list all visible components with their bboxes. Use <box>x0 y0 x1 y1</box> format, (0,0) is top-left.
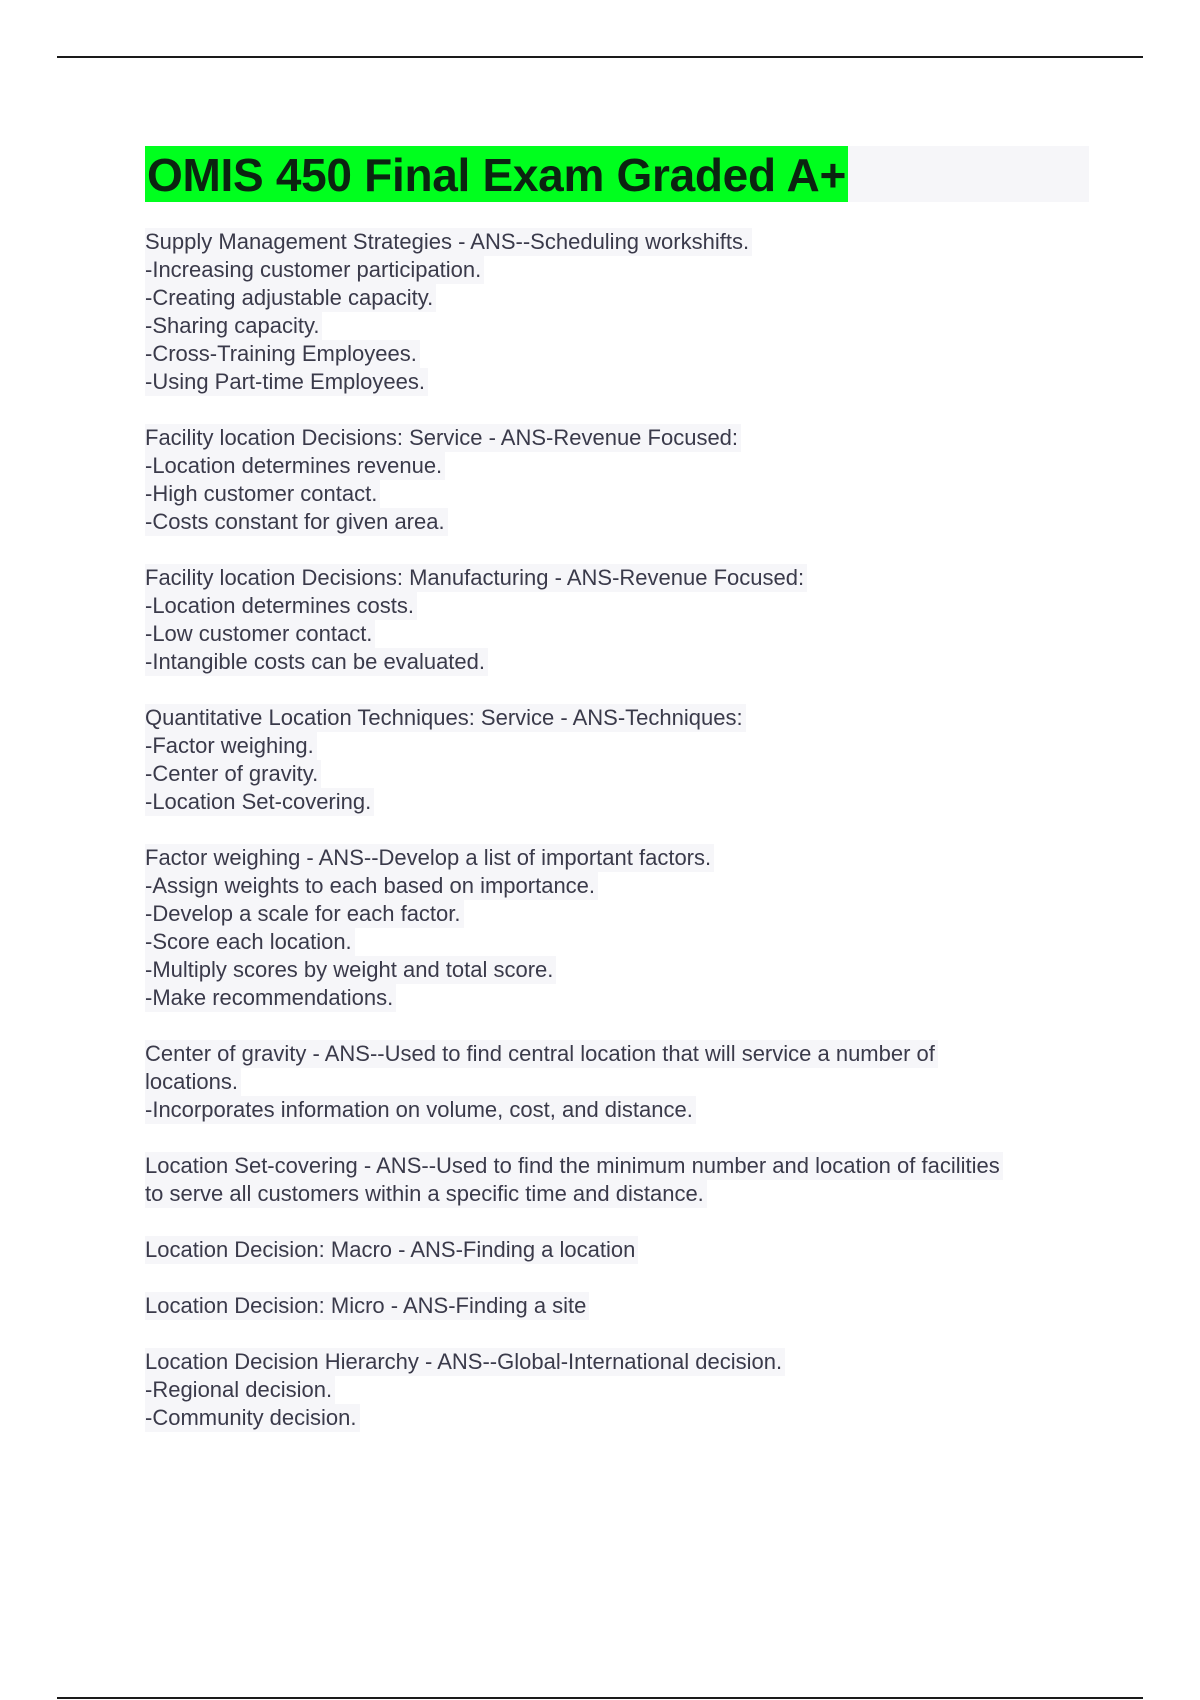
entry-line-row <box>145 872 1095 900</box>
entry-answer-line: -Factor weighing. <box>145 732 317 760</box>
entry-line-row <box>145 620 1095 648</box>
qa-entry <box>145 1152 1095 1208</box>
entry-line-row <box>145 704 1095 732</box>
entry-line-row <box>145 256 1095 284</box>
entry-line-row <box>145 1236 1095 1264</box>
entry-line-row <box>145 760 1095 788</box>
entry-line-row <box>145 1040 1095 1068</box>
qa-entry <box>145 704 1095 816</box>
entry-question-line: Location Decision Hierarchy - ANS--Global-International decision. <box>145 1348 785 1376</box>
entry-line-row <box>145 844 1095 872</box>
entry-answer-line: -Intangible costs can be evaluated. <box>145 648 488 676</box>
entry-answer-line: -Community decision. <box>145 1404 360 1432</box>
entry-line-row <box>145 508 1095 536</box>
entry-answer-line: -Sharing capacity. <box>145 312 322 340</box>
entry-answer-line: -Location Set-covering. <box>145 788 374 816</box>
entry-answer-line: -Cross-Training Employees. <box>145 340 420 368</box>
entry-answer-line: -Incorporates information on volume, cost, and distance. <box>145 1096 696 1124</box>
qa-entry <box>145 1236 1095 1264</box>
entry-answer-line: -Using Part-time Employees. <box>145 368 428 396</box>
entry-line-row <box>145 788 1095 816</box>
entry-answer-line: -Regional decision. <box>145 1376 335 1404</box>
entry-answer-line: -High customer contact. <box>145 480 380 508</box>
entry-line-row <box>145 312 1095 340</box>
entry-line-row <box>145 368 1095 396</box>
document-title: OMIS 450 Final Exam Graded A+ <box>145 146 848 202</box>
entry-answer-line: -Low customer contact. <box>145 620 375 648</box>
entry-line-row <box>145 1376 1095 1404</box>
entry-answer-line: -Score each location. <box>145 928 355 956</box>
qa-entry <box>145 228 1095 396</box>
entry-line-row <box>145 228 1095 256</box>
entry-line-row <box>145 424 1095 452</box>
qa-entry <box>145 1292 1095 1320</box>
entry-answer-line: -Creating adjustable capacity. <box>145 284 436 312</box>
entry-line-row <box>145 984 1095 1012</box>
entry-question-line: Quantitative Location Techniques: Service - ANS-Techniques: <box>145 704 746 732</box>
entry-question-line: Facility location Decisions: Manufacturing - ANS-Revenue Focused: <box>145 564 807 592</box>
entry-line-row <box>145 340 1095 368</box>
entry-answer-line: -Location determines costs. <box>145 592 417 620</box>
entry-line-row <box>145 648 1095 676</box>
bottom-rule <box>57 1697 1143 1699</box>
entry-question-line: Location Decision: Micro - ANS-Finding a site <box>145 1292 589 1320</box>
entry-question-line: Facility location Decisions: Service - ANS-Revenue Focused: <box>145 424 741 452</box>
entry-answer-line: -Center of gravity. <box>145 760 321 788</box>
entry-question-line: Supply Management Strategies - ANS--Scheduling workshifts. <box>145 228 752 256</box>
qa-entry <box>145 1040 1095 1124</box>
entry-line-row <box>145 1404 1095 1432</box>
entry-line-row <box>145 1152 1095 1180</box>
entry-answer-line: -Costs constant for given area. <box>145 508 448 536</box>
qa-entry <box>145 564 1095 676</box>
entry-answer-line: -Develop a scale for each factor. <box>145 900 464 928</box>
entry-line-row <box>145 900 1095 928</box>
entry-answer-line: locations. <box>145 1068 241 1096</box>
qa-entry <box>145 844 1095 1012</box>
entry-line-row <box>145 592 1095 620</box>
entry-question-line: Location Decision: Macro - ANS-Finding a location <box>145 1236 638 1264</box>
entry-answer-line: to serve all customers within a specific time and distance. <box>145 1180 707 1208</box>
entry-answer-line: -Increasing customer participation. <box>145 256 484 284</box>
entry-line-row <box>145 1068 1095 1096</box>
document-body <box>145 228 1095 1460</box>
entry-answer-line: -Make recommendations. <box>145 984 396 1012</box>
entry-line-row <box>145 956 1095 984</box>
entry-line-row <box>145 564 1095 592</box>
entry-line-row <box>145 928 1095 956</box>
entry-line-row <box>145 1096 1095 1124</box>
entry-line-row <box>145 452 1095 480</box>
entry-question-line: Location Set-covering - ANS--Used to find the minimum number and location of facilities <box>145 1152 1003 1180</box>
entry-question-line: Center of gravity - ANS--Used to find central location that will service a number of <box>145 1040 938 1068</box>
entry-line-row <box>145 1292 1095 1320</box>
entry-answer-line: -Location determines revenue. <box>145 452 445 480</box>
entry-line-row <box>145 732 1095 760</box>
entry-answer-line: -Assign weights to each based on importance. <box>145 872 598 900</box>
entry-answer-line: -Multiply scores by weight and total score. <box>145 956 556 984</box>
entry-line-row <box>145 284 1095 312</box>
qa-entry <box>145 424 1095 536</box>
entry-line-row <box>145 1180 1095 1208</box>
top-rule <box>57 56 1143 58</box>
qa-entry <box>145 1348 1095 1432</box>
entry-line-row <box>145 1348 1095 1376</box>
entry-line-row <box>145 480 1095 508</box>
title-bar <box>145 146 1089 202</box>
entry-question-line: Factor weighing - ANS--Develop a list of important factors. <box>145 844 714 872</box>
